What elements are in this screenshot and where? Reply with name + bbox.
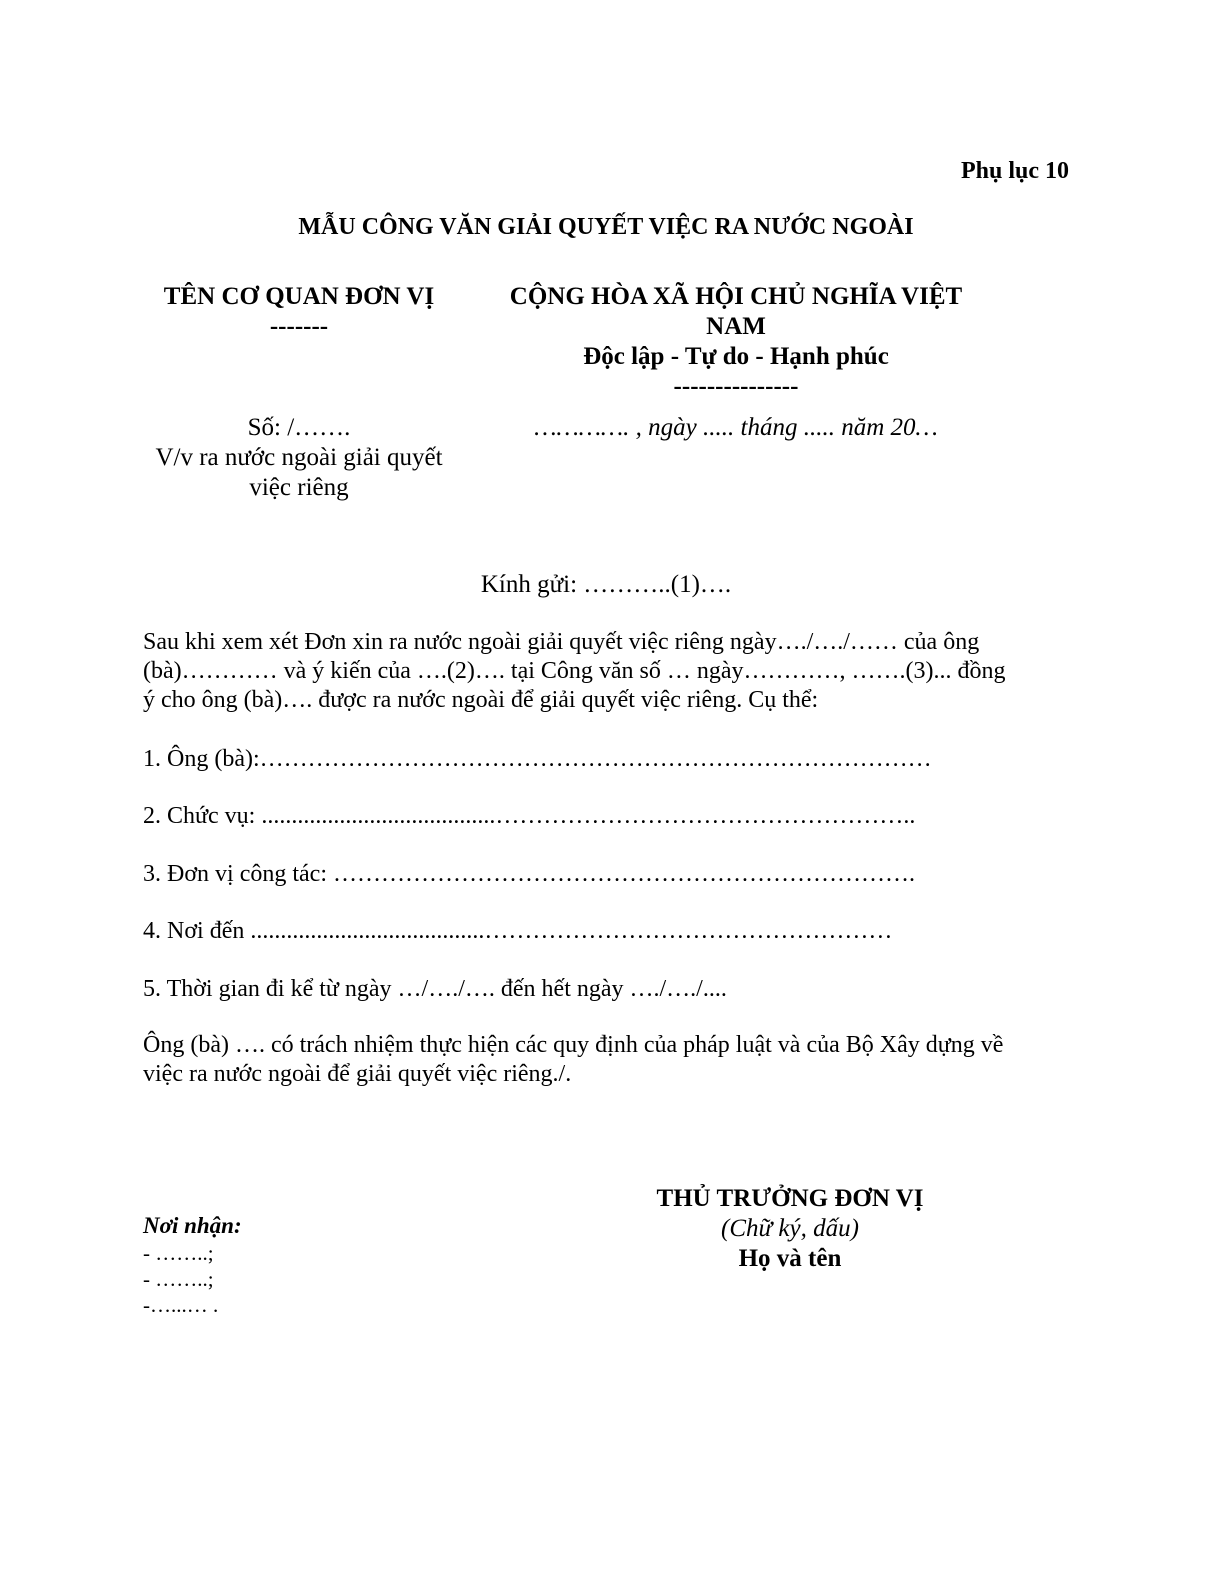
intro-line-2: (bà)………… và ý kiến của ….(2)…. tại Công văn số … ngày…………, …….(3)... đồng [143,658,1006,684]
motto-divider: --------------- [673,373,799,400]
place-and-date: …………. , ngày ..... tháng ..... năm 20… [534,414,938,441]
closing-paragraph [143,1031,1083,1089]
republic-name-line-2: NAM [706,313,766,340]
item-5: 5. Thời gian đi kể từ ngày …/…./…. đến hết ngày …./…./.... [143,976,727,1002]
document-reference [130,413,468,503]
recipients-heading: Nơi nhận: [143,1213,242,1238]
left-header [140,282,458,342]
recipients-block [143,1212,242,1318]
item-4: 4. Nơi đến .......................................…………………………………………… [143,918,893,944]
recipient-line: Kính gửi: ………..(1)…. [480,571,732,598]
org-divider: ------- [269,313,329,340]
closing-line-2: việc ra nước ngoài để giải quyết việc riêng./. [143,1061,572,1087]
organization-name: TÊN CƠ QUAN ĐƠN VỊ [163,283,435,310]
recipient-entry: -…...… . [143,1293,219,1317]
intro-paragraph [143,628,1083,715]
signature-note: (Chữ ký, dấu) [721,1215,859,1242]
republic-name-line-1: CỘNG HÒA XÃ HỘI CHỦ NGHĨA VIỆT [509,283,963,310]
closing-line-1: Ông (bà) …. có trách nhiệm thực hiện các quy định của pháp luật và của Bộ Xây dựng về [143,1032,1004,1058]
national-motto: Độc lập - Tự do - Hạnh phúc [583,343,889,370]
intro-line-1: Sau khi xem xét Đơn xin ra nước ngoài giải quyết việc riêng ngày…./…./…… của ông [143,629,980,655]
subject-line-2: việc riêng [249,474,349,501]
recipient-entry: - ……..; [143,1267,214,1291]
document-title: MẪU CÔNG VĂN GIẢI QUYẾT VIỆC RA NƯỚC NGOÀI [298,214,914,240]
signature-block [590,1184,990,1274]
intro-line-3: ý cho ông (bà)…. được ra nước ngoài để giải quyết việc riêng. Cụ thể: [143,687,819,713]
item-1: 1. Ông (bà):………………………………………………………………………… [143,746,932,772]
subject-line-1: V/v ra nước ngoài giải quyết [155,444,443,471]
signer-name: Họ và tên [738,1245,842,1272]
signer-title: THỦ TRƯỞNG ĐƠN VỊ [656,1185,924,1212]
right-header [470,282,1002,402]
document-number: Số: /……. [247,414,351,441]
appendix-label: Phụ lục 10 [960,158,1069,184]
item-3: 3. Đơn vị công tác: ………………………………………………………………. [143,861,915,887]
recipient-entry: - ……..; [143,1241,214,1265]
item-2: 2. Chức vụ: .......................................…………………………………………….. [143,803,916,829]
